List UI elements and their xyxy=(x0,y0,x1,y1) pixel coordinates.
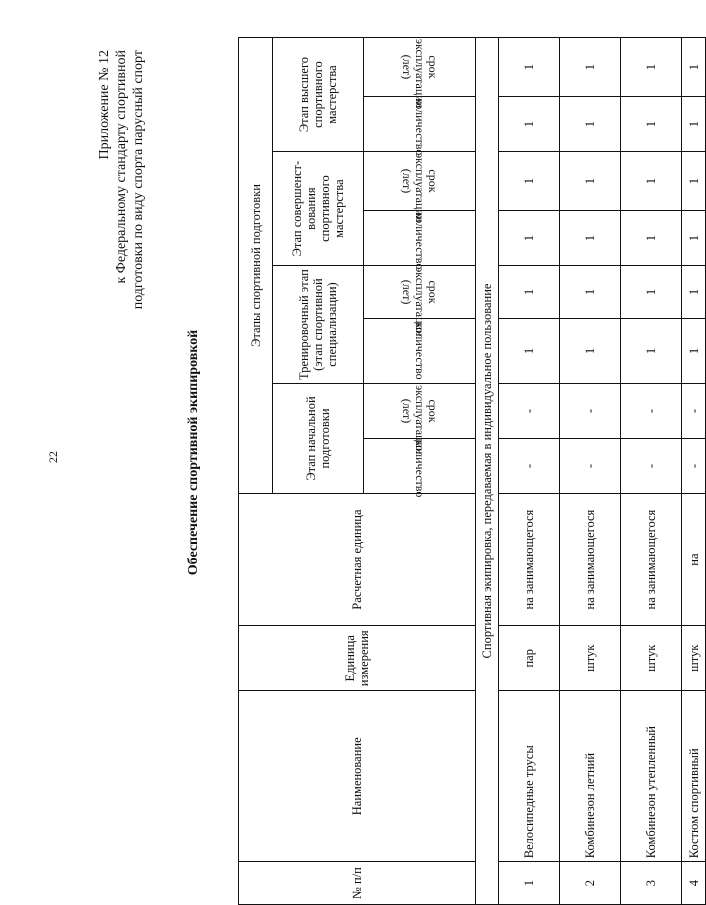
header-term xyxy=(364,384,476,455)
header-term xyxy=(364,38,476,109)
row-value: 1 xyxy=(560,318,621,383)
appendix-line-2: к Федеральному стандарту спортивной xyxy=(114,50,129,284)
row-unit: штук xyxy=(560,626,621,691)
row-value: - xyxy=(560,439,621,494)
row-value: 1 xyxy=(682,97,706,152)
row-value: 1 xyxy=(560,266,621,319)
row-calc: на занимающегося xyxy=(560,493,621,625)
document-title: Обеспечение спортивной экипировкой xyxy=(186,329,201,576)
header-qty-text: количество xyxy=(413,322,427,380)
row-unit: пар xyxy=(499,626,560,691)
appendix-line-1: Приложение № 12 xyxy=(97,50,112,160)
header-qty-text: количество xyxy=(413,98,427,156)
row-value: 1 xyxy=(499,318,560,383)
header-term-text: срок эксплуатации (лет) xyxy=(400,153,440,223)
row-value: - xyxy=(560,384,621,439)
row-value: 1 xyxy=(621,211,682,266)
table-row xyxy=(499,38,560,905)
row-value: 1 xyxy=(499,266,560,319)
row-value: 1 xyxy=(560,97,621,152)
row-num: 4 xyxy=(682,862,706,905)
row-value: 1 xyxy=(560,211,621,266)
row-value: 1 xyxy=(499,152,560,211)
row-value: - xyxy=(682,384,706,439)
row-calc: на xyxy=(682,493,706,625)
row-value: 1 xyxy=(560,152,621,211)
row-unit: штук xyxy=(621,626,682,691)
header-stage-1: Этап начальной подготовки xyxy=(273,384,364,494)
header-term-text: срок эксплуатации (лет) xyxy=(400,385,440,455)
row-value: 1 xyxy=(621,318,682,383)
header-stage-2: Тренировочный этап (этап спортивной специализации) xyxy=(273,266,364,384)
row-calc: на занимающегося xyxy=(621,493,682,625)
equipment-table xyxy=(238,37,706,905)
row-value: 1 xyxy=(499,97,560,152)
row-value: 1 xyxy=(621,97,682,152)
row-value: 1 xyxy=(682,318,706,383)
row-value: - xyxy=(621,439,682,494)
section-row xyxy=(476,38,499,905)
row-value: 1 xyxy=(682,266,706,319)
row-num: 3 xyxy=(621,862,682,905)
header-num: № п/п xyxy=(239,862,476,905)
section-title: Спортивная экипировка, передаваемая в индивидуальное пользование xyxy=(476,38,499,905)
header-term xyxy=(364,266,476,337)
row-value: - xyxy=(621,384,682,439)
row-value: 1 xyxy=(682,211,706,266)
row-value: 1 xyxy=(560,38,621,97)
row-name: Комбинезон летний xyxy=(560,691,621,862)
row-num: 2 xyxy=(560,862,621,905)
header-stage-4: Этап высшего спортивного мастерства xyxy=(273,38,364,152)
row-value: 1 xyxy=(621,266,682,319)
row-value: 1 xyxy=(682,152,706,211)
header-name: Наименование xyxy=(239,691,476,862)
header-stage-3: Этап совершенст-вования спортивного мастерства xyxy=(273,152,364,266)
header-term-text: срок эксплуатации (лет) xyxy=(400,267,440,337)
row-name: Костюм спортивный xyxy=(682,691,706,862)
row-name: Велосипедные трусы xyxy=(499,691,560,862)
row-value: 1 xyxy=(621,38,682,97)
row-value: 1 xyxy=(682,38,706,97)
header-calc-unit: Расчетная единица xyxy=(239,493,476,625)
table-row xyxy=(682,38,706,905)
row-value: - xyxy=(682,439,706,494)
row-value: - xyxy=(499,439,560,494)
row-name: Комбинезон утепленный xyxy=(621,691,682,862)
header-row-1 xyxy=(239,38,273,905)
header-unit: Единица измерения xyxy=(239,626,476,691)
page-number: 22 xyxy=(46,451,60,463)
row-value: 1 xyxy=(621,152,682,211)
row-value: 1 xyxy=(499,38,560,97)
header-stages-group: Этапы спортивной подготовки xyxy=(239,38,273,494)
header-qty-text: количество xyxy=(413,212,427,270)
row-unit: штук xyxy=(682,626,706,691)
table-row xyxy=(621,38,682,905)
header-qty-text: количество xyxy=(413,440,427,498)
appendix-line-3: подготовки по виду спорта парусный спорт xyxy=(131,50,146,310)
row-value: 1 xyxy=(499,211,560,266)
row-num: 1 xyxy=(499,862,560,905)
header-term xyxy=(364,152,476,223)
table-row xyxy=(560,38,621,905)
row-calc: на занимающегося xyxy=(499,493,560,625)
header-term-text: срок эксплуатации (лет) xyxy=(400,39,440,109)
appendix-header xyxy=(96,50,147,470)
row-value: - xyxy=(499,384,560,439)
